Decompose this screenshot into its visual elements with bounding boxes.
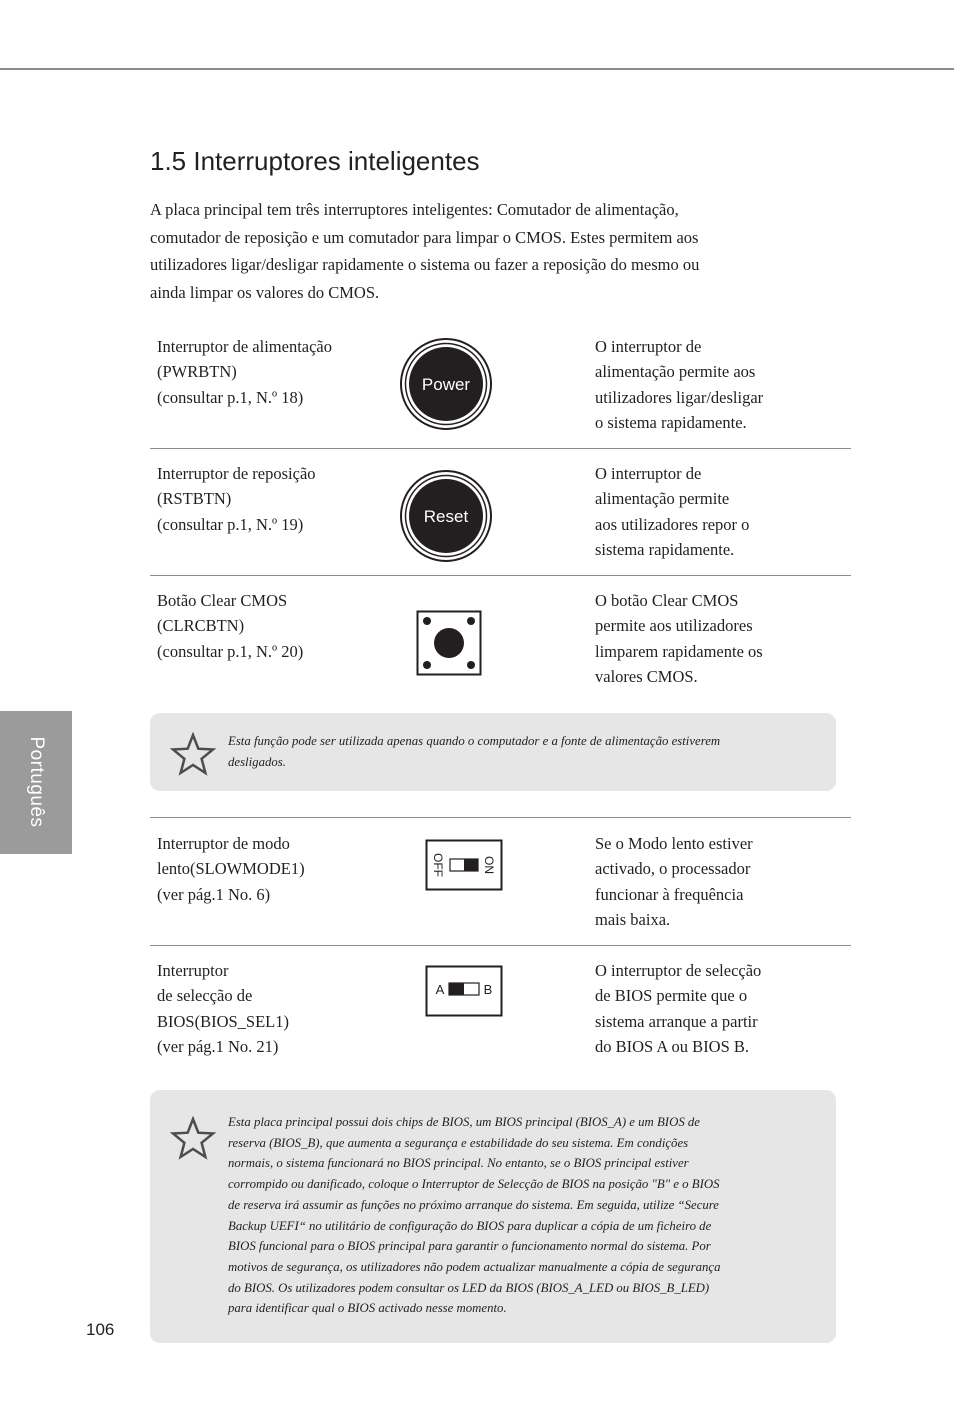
switch-row-clear-cmos bbox=[150, 588, 851, 698]
intro-line: comutador de reposição e um comutador para limpar o CMOS. Estes permitem aos bbox=[150, 227, 699, 247]
note-line: Backup UEFI“ no utilitário de configuração do BIOS para duplicar a cópia de um ficheiro de bbox=[228, 1218, 712, 1233]
intro-line: utilizadores ligar/desligar rapidamente o sistema ou fazer a reposição do mesmo ou bbox=[150, 255, 700, 274]
desc-line: O interruptor de bbox=[595, 337, 702, 356]
switch-row-reset bbox=[150, 461, 851, 571]
label-line: (consultar p.1, N.º 19) bbox=[157, 514, 304, 534]
power-button-label: Power bbox=[421, 375, 471, 394]
divider bbox=[150, 945, 851, 946]
desc-line: funcionar à frequência bbox=[595, 884, 744, 904]
switch-label bbox=[157, 958, 289, 1059]
switch-label bbox=[157, 461, 316, 537]
label-line: Interruptor de reposição bbox=[157, 464, 316, 483]
desc-line: limparem rapidamente os bbox=[595, 641, 763, 661]
section-title: 1.5 Interruptores inteligentes bbox=[150, 146, 480, 176]
label-line: (consultar p.1, N.º 18) bbox=[157, 387, 304, 407]
switch-row-power bbox=[150, 334, 851, 444]
desc-line: O interruptor de selecção bbox=[595, 961, 762, 980]
divider bbox=[150, 817, 851, 818]
desc-line: o sistema rapidamente. bbox=[595, 412, 747, 432]
desc-line: alimentação permite aos bbox=[595, 362, 756, 382]
switch-label bbox=[157, 334, 332, 410]
desc-line: activado, o processador bbox=[595, 859, 751, 879]
note-line: Esta função pode ser utilizada apenas quando o computador e a fonte de alimentação estiverem bbox=[228, 734, 721, 748]
star-outline-icon bbox=[170, 732, 216, 776]
note-text bbox=[228, 1112, 721, 1319]
desc-line: O interruptor de bbox=[595, 464, 702, 483]
language-side-tab bbox=[0, 711, 72, 854]
switch-description bbox=[595, 588, 763, 689]
star-outline-icon bbox=[170, 1116, 216, 1160]
note-line: desligados. bbox=[228, 754, 286, 769]
switch-row-bios-select bbox=[150, 958, 851, 1068]
desc-line: utilizadores ligar/desligar bbox=[595, 387, 764, 407]
top-rule bbox=[0, 68, 954, 70]
desc-line: Se o Modo lento estiver bbox=[595, 834, 753, 853]
label-line: (ver pág.1 No. 6) bbox=[157, 884, 271, 904]
label-line: (ver pág.1 No. 21) bbox=[157, 1036, 279, 1056]
label-line: (CLRCBTN) bbox=[157, 616, 245, 636]
divider bbox=[150, 448, 851, 449]
note-box bbox=[150, 713, 836, 791]
clear-cmos-button-icon bbox=[416, 610, 482, 676]
label-line: de selecção de bbox=[157, 986, 253, 1006]
note-line: BIOS funcional para o BIOS principal para garantir o funcionamento normal do sistema. Por bbox=[228, 1239, 711, 1254]
label-line: lento(SLOWMODE1) bbox=[157, 859, 305, 879]
bios-select-switch-icon bbox=[425, 965, 503, 1017]
note-line: de reserva irá assumir as funções no próximo arranque do sistema. Em seguida, utilize “Secure bbox=[228, 1197, 719, 1212]
divider bbox=[150, 575, 851, 576]
reset-button-label: Reset bbox=[423, 507, 469, 526]
switch-label bbox=[157, 831, 305, 907]
desc-line: de BIOS permite que o bbox=[595, 986, 748, 1006]
label-line: BIOS(BIOS_SEL1) bbox=[157, 1011, 290, 1031]
intro-paragraph bbox=[150, 196, 790, 306]
intro-line: ainda limpar os valores do CMOS. bbox=[150, 282, 380, 302]
desc-line: aos utilizadores repor o bbox=[595, 514, 750, 534]
switch-description bbox=[595, 461, 749, 562]
desc-line: sistema arranque a partir bbox=[595, 1011, 758, 1031]
label-line: Interruptor de alimentação bbox=[157, 337, 332, 356]
label-line: Interruptor bbox=[157, 961, 229, 980]
switch-off-label: OFF bbox=[431, 853, 445, 877]
language-tab-label: Português bbox=[26, 736, 47, 828]
switch-on-label: ON bbox=[482, 856, 496, 874]
switch-description bbox=[595, 831, 753, 932]
note-line: motivos de segurança, os utilizadores não podem actualizar manualmente a cópia de segurança bbox=[228, 1259, 721, 1274]
intro-line: A placa principal tem três interruptores inteligentes: Comutador de alimentação, bbox=[150, 200, 679, 219]
switch-label bbox=[157, 588, 303, 664]
label-line: Interruptor de modo bbox=[157, 834, 290, 853]
page-number: 106 bbox=[86, 1320, 115, 1339]
label-line: (PWRBTN) bbox=[157, 362, 237, 382]
label-line: Botão Clear CMOS bbox=[157, 591, 288, 610]
switch-description bbox=[595, 958, 761, 1059]
label-line: (RSTBTN) bbox=[157, 489, 232, 509]
desc-line: O botão Clear CMOS bbox=[595, 591, 739, 610]
switch-row-slowmode bbox=[150, 831, 851, 941]
switch-description bbox=[595, 334, 763, 435]
switch-b-label: B bbox=[483, 982, 493, 997]
slowmode-dip-switch-icon bbox=[425, 839, 503, 891]
desc-line: mais baixa. bbox=[595, 909, 671, 929]
note-line: corrompido ou danificado, coloque o Interruptor de Selecção de BIOS na posição "B" e o BIOS bbox=[228, 1177, 720, 1192]
desc-line: do BIOS A ou BIOS B. bbox=[595, 1036, 750, 1056]
note-line: Esta placa principal possui dois chips de BIOS, um BIOS principal (BIOS_A) e um BIOS de bbox=[228, 1115, 700, 1129]
note-line: do BIOS. Os utilizadores podem consultar os LED da BIOS (BIOS_A_LED ou BIOS_B_LED) bbox=[228, 1280, 710, 1295]
power-button-icon bbox=[400, 338, 492, 430]
desc-line: valores CMOS. bbox=[595, 666, 698, 686]
note-text bbox=[228, 731, 720, 772]
note-line: reserva (BIOS_B), que aumenta a segurança e estabilidade do seu sistema. Em condições bbox=[228, 1135, 689, 1150]
desc-line: sistema rapidamente. bbox=[595, 539, 735, 559]
note-line: normais, o sistema funcionará no BIOS principal. No entanto, se o BIOS principal estiver bbox=[228, 1156, 689, 1171]
note-line: para identificar qual o BIOS activado nesse momento. bbox=[228, 1301, 507, 1316]
note-box bbox=[150, 1090, 836, 1343]
reset-button-icon bbox=[400, 470, 492, 562]
desc-line: alimentação permite bbox=[595, 489, 730, 509]
switch-a-label: A bbox=[435, 982, 445, 997]
desc-line: permite aos utilizadores bbox=[595, 616, 753, 636]
label-line: (consultar p.1, N.º 20) bbox=[157, 641, 304, 661]
